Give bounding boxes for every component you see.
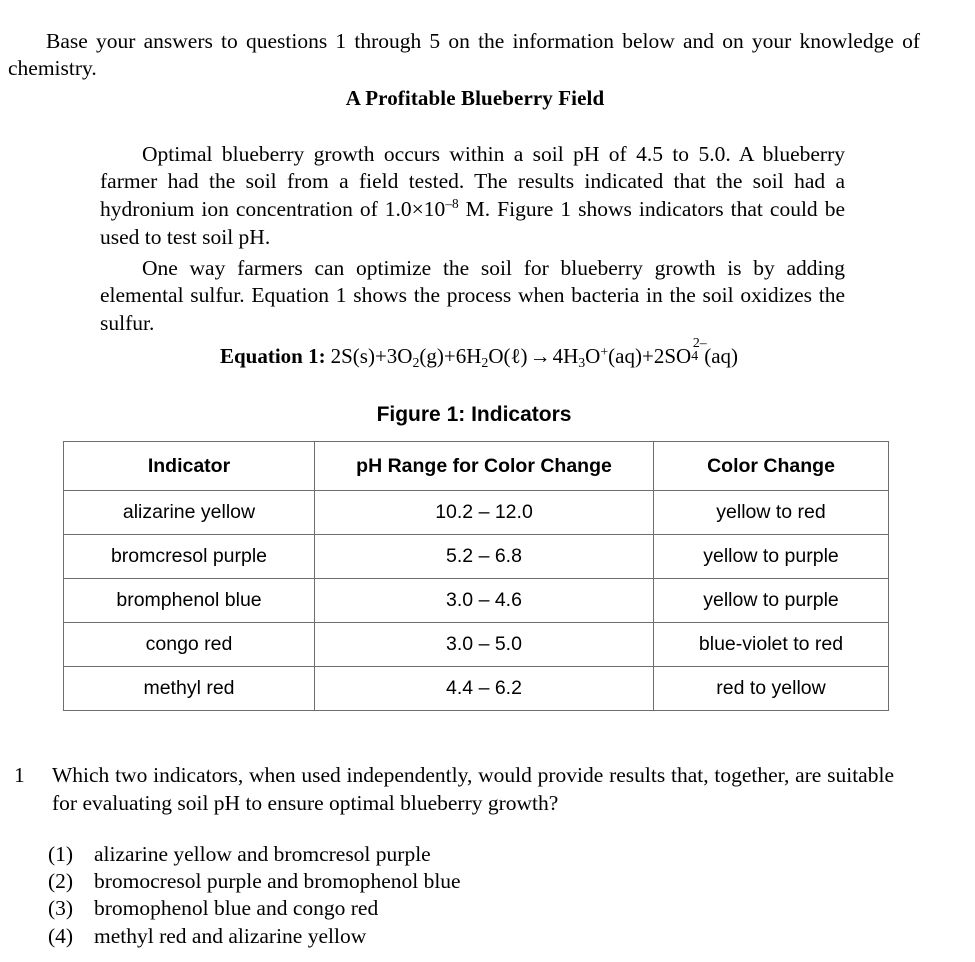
equation-expression [330, 334, 739, 371]
paragraph-1-text-after-exponent: M. Figure 1 shows indicators that could be used to test soil pH. [100, 197, 845, 249]
equation-plus-2: + [443, 344, 456, 368]
hydronium-exponent: –8 [445, 196, 459, 211]
cell-ph-range: 3.0 – 4.6 [315, 579, 654, 623]
table-row [64, 579, 889, 623]
answer-choice-2-text: bromocresol purple and bromophenol blue [94, 869, 461, 894]
equation-plus-3: + [641, 344, 654, 368]
question-number: 1 [14, 763, 25, 787]
equation-reactant-sulfur: 2S(s) [330, 344, 375, 368]
equation-sulfate-charge: 2– [692, 334, 707, 350]
column-header-color-change: Color Change [654, 442, 889, 491]
passage-paragraph-2: One way farmers can optimize the soil for blueberry growth is by adding elemental sulfur. Equation 1 shows the process when bacteria in the soil oxidizes the sulfur. [100, 255, 845, 336]
answer-choice-4-text: methyl red and alizarine yellow [94, 923, 367, 948]
cell-color-change: blue-violet to red [654, 623, 889, 667]
question-text: Which two indicators, when used independently, would provide results that, together, are suitable for evaluating soil pH to ensure optimal blueberry growth? [52, 763, 894, 815]
equation-hydronium-state: (aq) [608, 344, 642, 368]
equation-hydronium-oxygen: O [585, 344, 601, 368]
equation-oxygen-subscript: 2 [412, 355, 420, 371]
equation-sulfate-stack [691, 334, 707, 363]
equation-reactant-water: 6H [455, 344, 482, 368]
answer-choice-1-label: (1) [48, 842, 74, 866]
answer-choices [48, 841, 608, 950]
cell-ph-range: 4.4 – 6.2 [315, 667, 654, 711]
answer-choice-2[interactable] [48, 868, 608, 895]
equation-row [0, 334, 958, 371]
equation-sulfate-state: (aq) [704, 344, 739, 368]
answer-choice-3-text: bromophenol blue and congo red [94, 896, 379, 921]
equation-product-hydronium: 4H [552, 344, 579, 368]
cell-indicator: methyl red [64, 667, 315, 711]
equation-water-state: O(ℓ) [488, 344, 528, 368]
paragraph-1-text-before-exponent: Optimal blueberry growth occurs within a soil pH of 4.5 to 5.0. A blueberry farmer had the soil from a field tested. The results indicated that the soil had a hydronium ion concentration of 1.0×10 [100, 141, 845, 222]
answer-choice-2-label: (2) [48, 869, 74, 894]
cell-color-change: yellow to purple [654, 535, 889, 579]
answer-choice-3-label: (3) [48, 896, 74, 921]
question-block [14, 762, 894, 818]
cell-indicator: alizarine yellow [64, 491, 315, 535]
equation-hydronium-subscript: 3 [578, 355, 586, 371]
equation-arrow-icon: → [529, 344, 551, 368]
cell-indicator: congo red [64, 623, 315, 667]
cell-color-change: yellow to purple [654, 579, 889, 623]
table-row [64, 491, 889, 535]
equation-label: Equation 1: [219, 344, 326, 368]
passage-title: A Profitable Blueberry Field [345, 86, 605, 110]
equation-plus-1: + [374, 344, 387, 368]
cell-ph-range: 10.2 – 12.0 [315, 491, 654, 535]
answer-choice-1-text: alizarine yellow and bromcresol purple [94, 842, 431, 866]
cell-ph-range: 5.2 – 6.8 [315, 535, 654, 579]
table-row [64, 667, 889, 711]
equation-product-sulfate: 2SO [653, 344, 692, 368]
cell-ph-range: 3.0 – 5.0 [315, 623, 654, 667]
indicators-table [63, 441, 889, 711]
table-row [64, 623, 889, 667]
equation-oxygen-state: (g) [419, 344, 444, 368]
question-line [14, 762, 894, 818]
cell-indicator: bromcresol purple [64, 535, 315, 579]
answer-choice-1[interactable] [48, 841, 608, 868]
equation-water-subscript: 2 [481, 355, 489, 371]
column-header-indicator: Indicator [64, 442, 315, 491]
figure-title: Figure 1: Indicators [376, 403, 572, 426]
equation-hydronium-charge: + [600, 343, 609, 359]
equation-reactant-oxygen: 3O [386, 344, 413, 368]
equation-sulfate-subscript: 4 [691, 347, 699, 363]
answer-choice-4[interactable] [48, 923, 608, 950]
answer-choice-3[interactable] [48, 895, 608, 922]
cell-indicator: bromphenol blue [64, 579, 315, 623]
intro-instruction: Base your answers to questions 1 through 5 on the information below and on your knowledge of chemistry. [8, 28, 920, 81]
table-header-row [64, 442, 889, 491]
cell-color-change: red to yellow [654, 667, 889, 711]
passage-paragraph-1 [100, 141, 845, 252]
cell-color-change: yellow to red [654, 491, 889, 535]
answer-choice-4-label: (4) [48, 923, 74, 948]
table-row [64, 535, 889, 579]
column-header-ph-range: pH Range for Color Change [315, 442, 654, 491]
